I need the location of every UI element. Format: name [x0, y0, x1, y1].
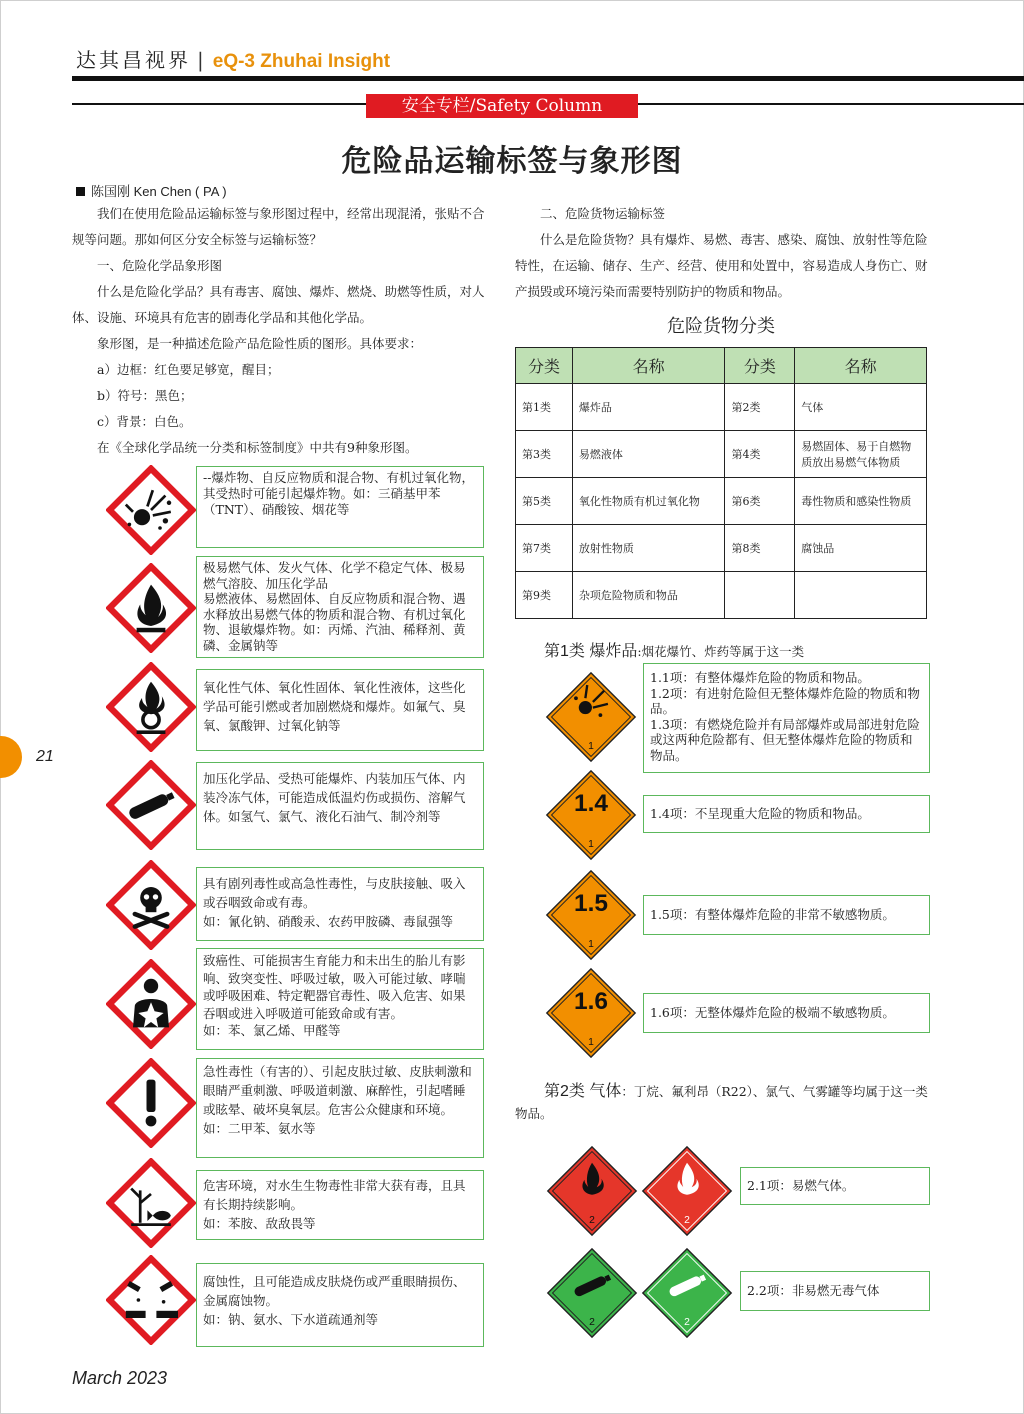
- gas-class-number: 2: [684, 1214, 690, 1226]
- page-number: 21: [36, 748, 54, 765]
- dangerous-goods-paragraph: 什么是危险货物？具有爆炸、易燃、毒害、感染、腐蚀、放射性等危险特性，在运输、储存、生产、经营、使用和处置中，容易造成人身伤亡、财产损毁或环境污染而需要特别防护的物质和物品。: [515, 232, 928, 299]
- section-1-heading: 一、危险化学品象形图: [97, 258, 223, 273]
- table-header-cell: 名称: [795, 348, 927, 384]
- class-1-heading: [544, 638, 804, 661]
- corrosion-icon: [106, 1255, 196, 1345]
- table-cell: 杂项危险物质和物品: [572, 572, 725, 619]
- table-cell: 放射性物质: [572, 525, 725, 572]
- table-cell: 第2类: [725, 384, 795, 431]
- masthead: [76, 44, 390, 73]
- skull-crossbones-icon: [106, 860, 196, 950]
- masthead-cn: 达其昌视界: [76, 48, 191, 72]
- intro-paragraph: 我们在使用危险品运输标签与象形图过程中，经常出现混淆，张贴不合规等问题。那如何区分安全标签与运输标签？: [72, 206, 485, 247]
- column-tag: 安全专栏/Safety Column: [366, 94, 638, 118]
- table-header-row: [516, 348, 927, 384]
- ghs-text-flammable: 极易燃气体、发火气体、化学不稳定气体、极易燃气溶胶、加压化学品 易燃液体、易燃固体、自反应物质和混合物、遇水释放出易燃气体的物质和混合物、有机过氧化物、退敏爆炸物。如：丙烯、汽油、稀释剂、黄磷、金属钠等: [196, 556, 484, 658]
- table-row: [516, 572, 927, 619]
- environment-icon: [106, 1158, 196, 1248]
- class-1-title: 第1类 爆炸品: [544, 643, 638, 660]
- ghs-text-oxidizer: 氧化性气体、氧化性固体、氧化性液体，这些化学品可能引燃或者加剧燃烧和爆炸。如氟气、臭氧、氯酸钾、过氧化钠等: [196, 669, 484, 751]
- non-flammable-gas-white-label-icon: [640, 1246, 734, 1340]
- requirement-c: c）背景：白色。: [97, 414, 192, 429]
- ghs-text-corrosive: 腐蚀性，且可能造成皮肤烧伤或严重眼睛损伤、金属腐蚀物。 如：钠、氨水、下水道疏通剂等: [196, 1263, 484, 1347]
- division-number: 1.4: [574, 790, 608, 818]
- table-cell: 第3类: [516, 431, 573, 478]
- page-title: 危险品运输标签与象形图: [341, 144, 683, 179]
- explosive-class-number: 1: [588, 938, 594, 950]
- masthead-en: eQ-3 Zhuhai Insight: [212, 51, 391, 72]
- ghs-text-pressurized: 加压化学品、受热可能爆炸、内装加压气体、内装冷冻气体，可能造成低温灼伤或损伤、溶解气体。如氢气、氯气、液化石油气、制冷剂等: [196, 762, 484, 850]
- table-cell: [725, 572, 795, 619]
- author-name: 陈国刚 Ken Chen ( PA ): [91, 184, 227, 199]
- section-2-heading: 二、危险货物运输标签: [540, 206, 666, 221]
- class-2-title: 第2类 气体: [544, 1083, 622, 1100]
- exploding-bomb-icon: [106, 465, 196, 555]
- table-cell: 毒性物质和感染性物质: [795, 478, 927, 525]
- table-header-cell: 名称: [572, 348, 725, 384]
- division-2-2-text: 2.2项：非易燃无毒气体: [740, 1271, 930, 1311]
- pictogram-paragraph: 象形图，是一种描述危险产品危险性质的图形。具体要求：: [97, 336, 423, 351]
- header-rule: [72, 76, 1024, 81]
- division-1-6-text: 1.6项：无整体爆炸危险的极端不敏感物质。: [643, 993, 930, 1033]
- classification-table: [515, 347, 927, 619]
- division-number: 1.6: [574, 988, 608, 1016]
- table-cell: 腐蚀品: [795, 525, 927, 572]
- table-title: 危险货物分类: [667, 316, 775, 336]
- table-cell: 爆炸品: [572, 384, 725, 431]
- explosive-1-5-label-icon: [544, 868, 638, 962]
- division-1-1-3-text: 1.1项：有整体爆炸危险的物质和物品。 1.2项：有进射危险但无整体爆炸危险的物质和物品。 1.3项：有燃烧危险并有局部爆炸或局部进射危险或这两种危险都有、但无整体爆炸危险的物质和物品。: [643, 663, 930, 773]
- table-cell: 易燃液体: [572, 431, 725, 478]
- table-cell: 气体: [795, 384, 927, 431]
- division-number: 1.5: [574, 890, 608, 918]
- class-1-subtitle: :烟花爆竹、炸药等属于这一类: [637, 644, 805, 659]
- flammable-gas-white-label-icon: [640, 1144, 734, 1238]
- table-cell: 第4类: [725, 431, 795, 478]
- gas-class-number: 2: [589, 1316, 595, 1328]
- ghs-text-environment: 危害环境，对水生生物毒性非常大获有毒，且具有长期持续影响。 如：苯胺、敌敌畏等: [196, 1170, 484, 1240]
- hazchem-paragraph: 什么是危险化学品？具有毒害、腐蚀、爆炸、燃烧、助燃等性质，对人体、设施、环境具有危害的剧毒化学品和其他化学品。: [72, 284, 485, 325]
- division-2-1-text: 2.1项：易燃气体。: [740, 1167, 930, 1205]
- ghs-text-harmful: 急性毒性（有害的）、引起皮肤过敏、皮肤刺激和眼睛严重刺激、呼吸道刺激、麻醉性，引起嗜睡或眩晕、破坏臭氧层。危害公众健康和环境。 如：二甲苯、氨水等: [196, 1058, 484, 1158]
- requirement-a: a）边框：红色要足够宽，醒目；: [97, 362, 280, 377]
- division-1-4-text: 1.4项：不呈现重大危险的物质和物品。: [643, 795, 930, 833]
- footer-date: March 2023: [72, 1368, 168, 1388]
- ghs-text-explosive: --爆炸物、自反应物质和混合物、有机过氧化物，其受热时可能引起爆炸物。如：三硝基甲苯（TNT）、硝酸铵、烟花等: [196, 466, 484, 548]
- gas-cylinder-icon: [106, 760, 196, 850]
- ghs-count-paragraph: 在《全球化学品统一分类和标签制度》中共有9种象形图。: [97, 440, 418, 455]
- table-row: [516, 384, 927, 431]
- flame-over-circle-icon: [106, 662, 196, 752]
- table-row: [516, 478, 927, 525]
- class-2-heading: [515, 1081, 935, 1125]
- table-cell: 第9类: [516, 572, 573, 619]
- table-header-cell: 分类: [516, 348, 573, 384]
- table-cell: 第6类: [725, 478, 795, 525]
- table-row: [516, 525, 927, 572]
- table-cell: [795, 572, 927, 619]
- explosive-1-4-label-icon: [544, 768, 638, 862]
- table-header-cell: 分类: [725, 348, 795, 384]
- explosive-1-6-label-icon: [544, 966, 638, 1060]
- explosive-class-number: 1: [588, 740, 594, 752]
- table-cell: 第8类: [725, 525, 795, 572]
- gas-class-number: 2: [684, 1316, 690, 1328]
- flame-icon: [106, 563, 196, 653]
- gas-class-number: 2: [589, 1214, 595, 1226]
- table-cell: 第7类: [516, 525, 573, 572]
- exclamation-mark-icon: [106, 1058, 196, 1148]
- division-1-5-text: 1.5项：有整体爆炸危险的非常不敏感物质。: [643, 895, 930, 935]
- table-cell: 氧化性物质有机过氧化物: [572, 478, 725, 525]
- non-flammable-gas-black-label-icon: [545, 1246, 639, 1340]
- health-hazard-icon: [106, 959, 196, 1049]
- class-2-subtitle: ：丁烷、氟利昂（R22）、氯气、气雾罐等均属于这一类物品。: [515, 1084, 928, 1121]
- requirement-b: b）符号：黑色；: [97, 388, 193, 403]
- masthead-separator: |: [197, 48, 207, 72]
- table-cell: 易燃固体、易于自燃物质放出易燃气体物质: [795, 431, 927, 478]
- explosive-1-label-icon: [544, 670, 638, 764]
- table-cell: 第5类: [516, 478, 573, 525]
- author-line: [76, 181, 227, 200]
- flammable-gas-black-label-icon: [545, 1144, 639, 1238]
- table-row: [516, 431, 927, 478]
- ghs-text-health-hazard: 致癌性、可能损害生育能力和未出生的胎儿有影响、致突变性、呼吸过敏，吸入可能过敏、哮喘或呼吸困难、特定靶器官毒性、吸入危害、如果吞咽或进入呼吸道可能致命或有害。 如：苯、氯乙烯、甲醛等: [196, 948, 484, 1050]
- bullet-square-icon: [76, 187, 85, 196]
- ghs-text-toxic: 具有剧列毒性或高急性毒性，与皮肤接触、吸入或吞咽致命或有毒。 如：氰化钠、硝酸汞、农药甲胺磷、毒鼠强等: [196, 867, 484, 941]
- table-cell: 第1类: [516, 384, 573, 431]
- explosive-class-number: 1: [588, 838, 594, 850]
- explosive-class-number: 1: [588, 1036, 594, 1048]
